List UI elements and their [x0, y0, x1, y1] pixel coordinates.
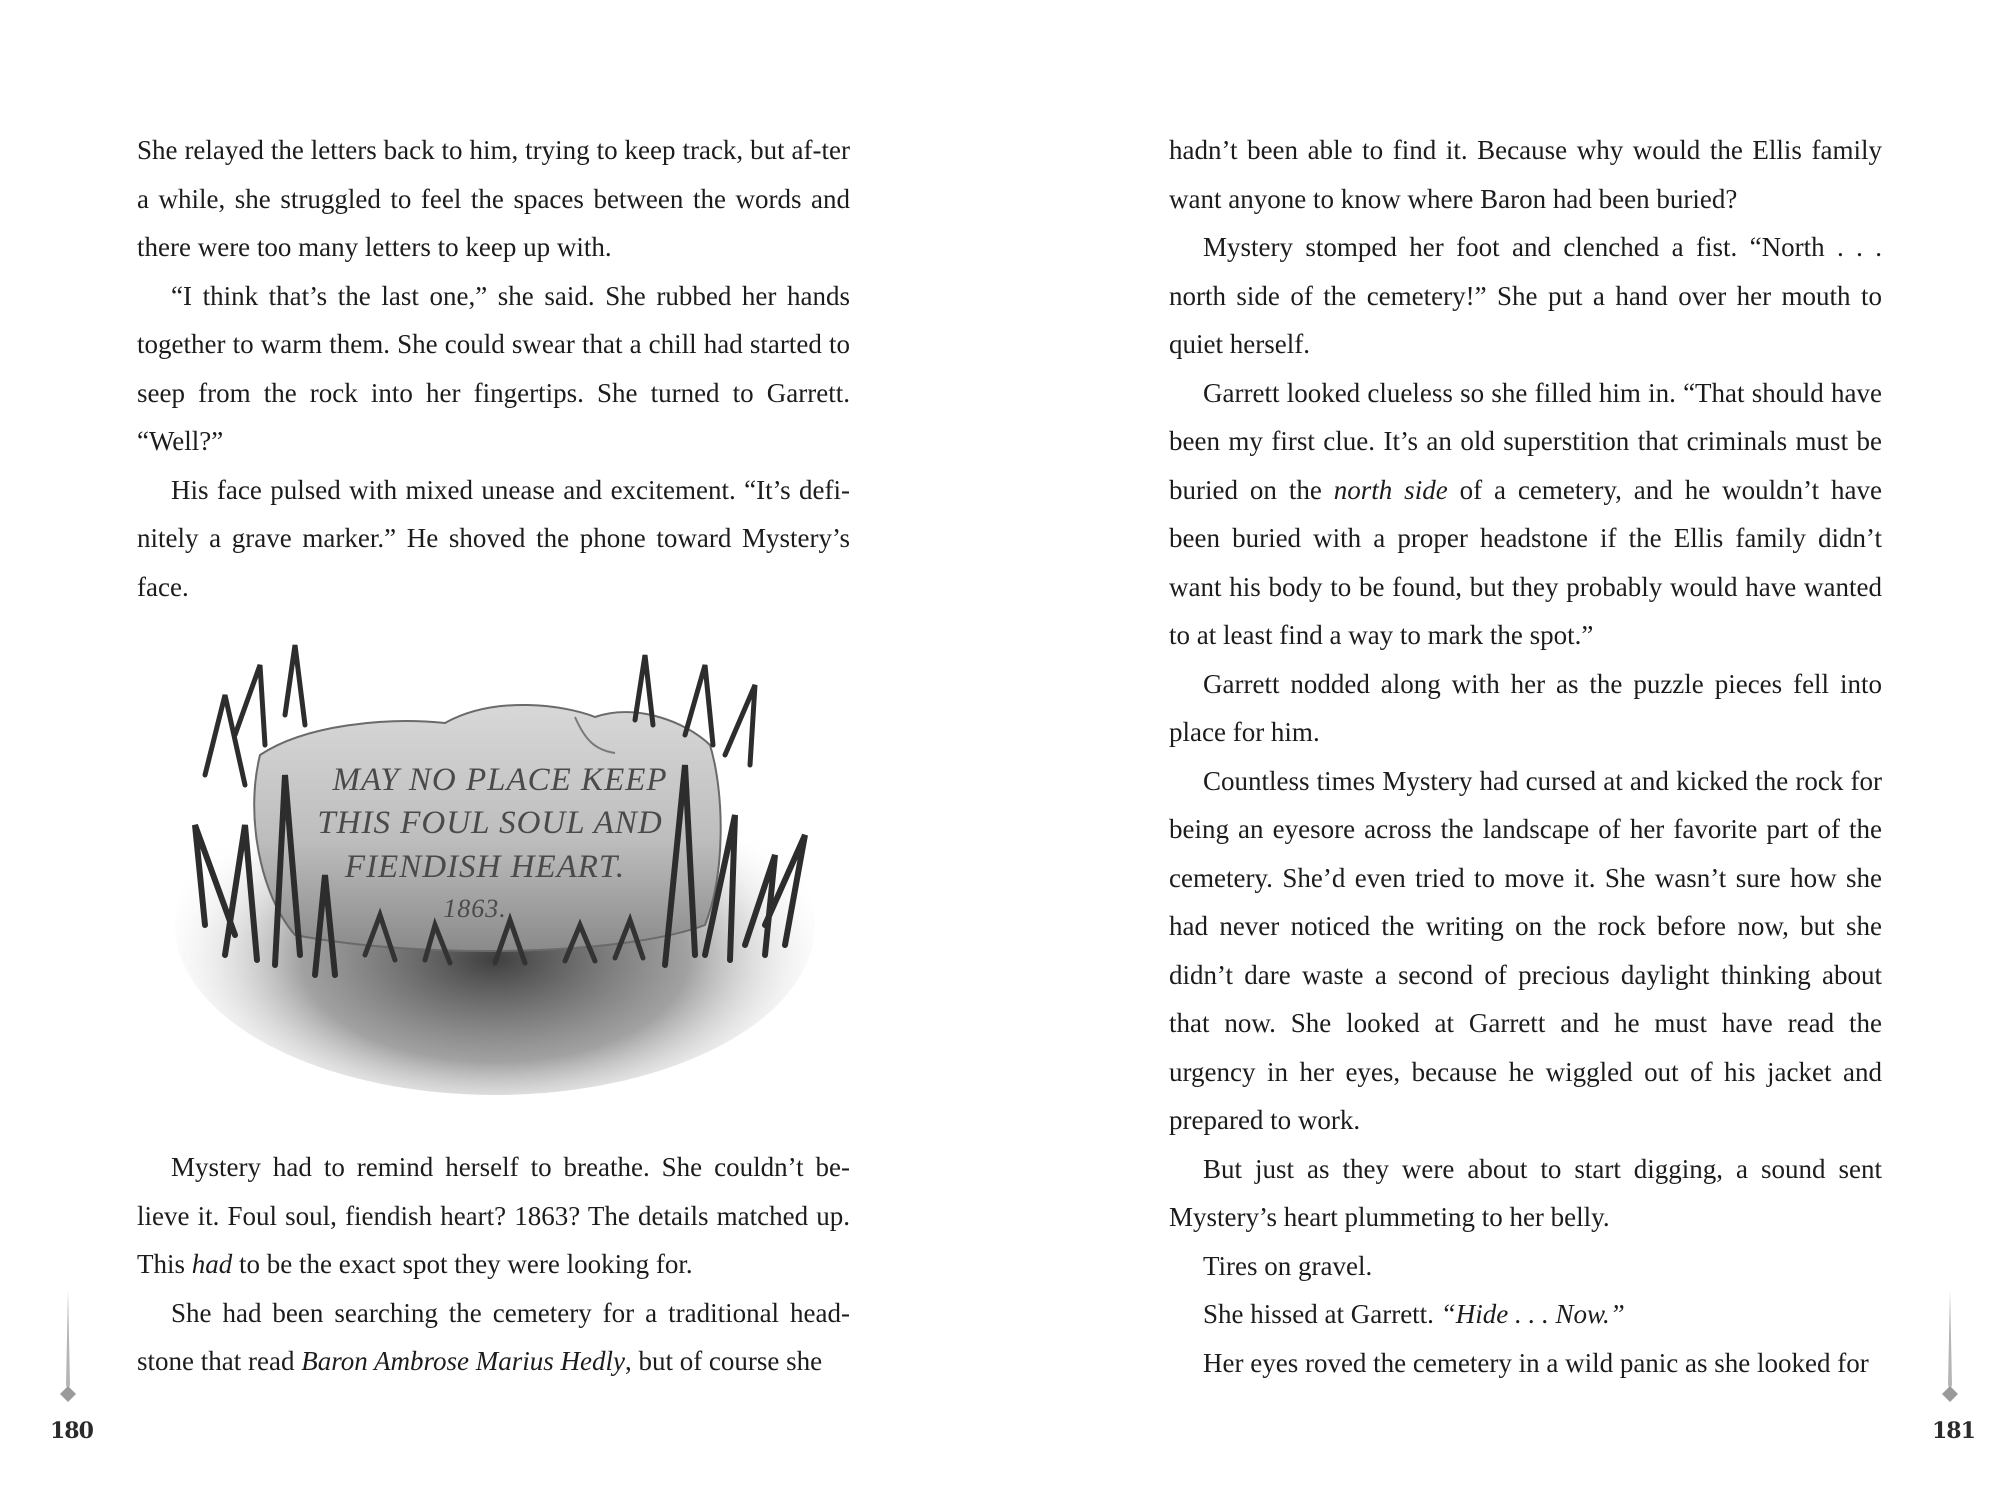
paragraph: But just as they were about to start digging, a sound sent Mystery’s heart plummeting to her belly.: [1169, 1153, 1882, 1232]
text-run: She had been searching the cemetery for a traditional head-stone that read: [137, 1297, 850, 1376]
page-number: 180: [50, 1418, 93, 1444]
left-page-text-bottom: [137, 1143, 850, 1386]
inscription-line-3: FIENDISH HEART.: [344, 849, 626, 885]
paragraph: She relayed the letters back to him, trying to keep track, but af-ter a while, she struggled to feel the spaces between the words and there were too many letters to keep up with.: [137, 135, 850, 262]
paragraph: Tires on gravel.: [1203, 1250, 1373, 1281]
inscription-line-2: THIS FOUL SOUL AND: [317, 805, 663, 841]
gravestone-illustration: [165, 625, 820, 1105]
text-run: , but of course she: [624, 1346, 823, 1376]
page-ornament: [56, 1290, 80, 1410]
text-run: She hissed at Garrett.: [1203, 1299, 1441, 1329]
paragraph: [1169, 369, 1882, 660]
paragraph: hadn’t been able to find it. Because why would the Ellis family want anyone to know where Baron had been buried?: [1169, 135, 1882, 214]
emphasis: Baron Ambrose Marius Hedly: [301, 1346, 625, 1376]
right-page-text: [1169, 126, 1882, 1387]
inscription-year: 1863.: [443, 894, 507, 923]
text-run: to be the exact spot they were looking for.: [232, 1249, 693, 1279]
paragraph: [137, 1143, 850, 1289]
inscription-line-1: MAY NO PLACE KEEP: [332, 762, 668, 798]
paragraph: [137, 1289, 850, 1386]
emphasis: north side: [1333, 474, 1448, 505]
text-run: of a cemetery, and he wouldn’t have been buried with a proper headstone if the Ellis family didn’t want his body to be found, but they probably would have wanted to at least find a way to mark the spot.”: [1169, 474, 1883, 650]
paragraph: His face pulsed with mixed unease and excitement. “It’s defi-nitely a grave marker.” He shoved the phone toward Mystery’s face.: [137, 474, 850, 602]
paragraph: Countless times Mystery had cursed at and kicked the rock for being an eyesore across the landscape of her favorite part of the cemetery. She’d even tried to move it. She wasn’t sure how she had never noticed the writing on the rock before now, but she didn’t dare waste a second of precious daylight thinking about that now. She looked at Garrett and he must have read the urgency in her eyes, because he wiggled out of his jacket and prepared to work.: [1169, 765, 1882, 1135]
emphasis: had: [191, 1249, 233, 1279]
text-run: Garrett looked clueless so she filled him in. “That should have been my first clue. It’s an old superstition that criminals must be buried on the: [1169, 377, 1882, 505]
paragraph: Mystery stomped her foot and clenched a fist. “North . . . north side of the cemetery!” She put a hand over her mouth to quiet herself.: [1169, 232, 1882, 359]
page-ornament: [1938, 1290, 1962, 1410]
left-page-text-top: [137, 126, 850, 611]
emphasis: “Hide . . . Now.”: [1440, 1299, 1625, 1329]
right-page: [1000, 0, 2000, 1500]
paragraph: [1169, 1290, 1882, 1339]
text-run: Mystery had to remind herself to breathe. She couldn’t be-lieve it. Foul soul, fiendish heart? 1863? The details matched up. This: [137, 1152, 850, 1279]
paragraph: “I think that’s the last one,” she said. She rubbed her hands together to warm them. She could swear that a chill had started to seep from the rock into her fingertips. She turned to Garrett. “Well?”: [137, 280, 850, 456]
paragraph: Her eyes roved the cemetery in a wild panic as she looked for: [1203, 1347, 1869, 1378]
page-number: 181: [1932, 1418, 1975, 1444]
paragraph: Garrett nodded along with her as the puzzle pieces fell into place for him.: [1169, 668, 1882, 747]
